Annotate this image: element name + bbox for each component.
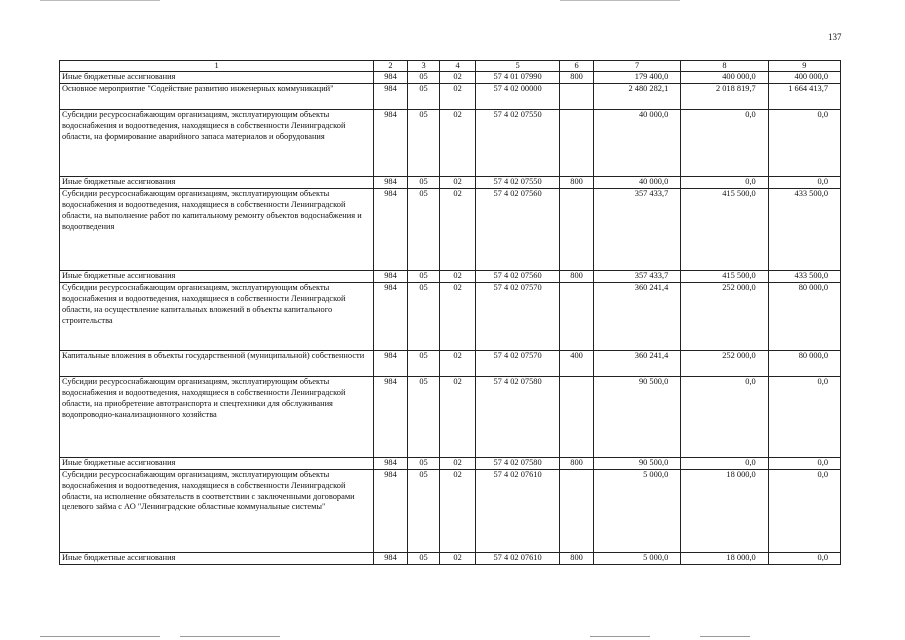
cell-c6: 800 (560, 552, 594, 564)
cell-c5: 57 4 02 07580 (475, 376, 559, 457)
table-row (60, 552, 841, 564)
cell-c2: 984 (374, 282, 408, 350)
table-row (60, 83, 841, 109)
cell-c3: 05 (407, 188, 440, 270)
cell-c5: 57 4 02 07570 (475, 282, 559, 350)
cell-c6 (560, 188, 594, 270)
cell-c8: 18 000,0 (681, 469, 768, 552)
cell-c7: 357 433,7 (593, 270, 680, 282)
row-name: Иные бюджетные ассигнования (60, 270, 374, 282)
row-name: Иные бюджетные ассигнования (60, 72, 374, 84)
cell-c9: 0,0 (768, 109, 840, 176)
row-name: Субсидии ресурсоснабжающим организациям, эксплуатирующим объекты водоснабжения и водоотведения, находящиеся в собственности Ленинградской области, на выполнение работ по капитальному ремонту объектов водоснабжения и водоотведения (60, 188, 374, 270)
cell-c6: 400 (560, 350, 594, 376)
cell-c3: 05 (407, 83, 440, 109)
cell-c2: 984 (374, 350, 408, 376)
cell-c6: 800 (560, 270, 594, 282)
column-header: 4 (440, 61, 476, 72)
cell-c5: 57 4 02 07610 (475, 469, 559, 552)
cell-c9: 0,0 (768, 552, 840, 564)
cell-c5: 57 4 02 07560 (475, 188, 559, 270)
cell-c4: 02 (440, 350, 476, 376)
cell-c8: 2 018 819,7 (681, 83, 768, 109)
cell-c3: 05 (407, 376, 440, 457)
cell-c5: 57 4 02 07550 (475, 109, 559, 176)
table-row (60, 282, 841, 350)
cell-c5: 57 4 02 07580 (475, 457, 559, 469)
cell-c2: 984 (374, 176, 408, 188)
row-name: Субсидии ресурсоснабжающим организациям, эксплуатирующим объекты водоснабжения и водоотведения, находящиеся в собственности Ленинградской области, на осуществление капитальных вложений в объекты капитального строительства (60, 282, 374, 350)
cell-c6 (560, 282, 594, 350)
cell-c7: 5 000,0 (593, 552, 680, 564)
table-row (60, 376, 841, 457)
cell-c8: 415 500,0 (681, 270, 768, 282)
cell-c4: 02 (440, 176, 476, 188)
cell-c9: 80 000,0 (768, 282, 840, 350)
scan-edge-mark (560, 0, 680, 1)
cell-c5: 57 4 02 07610 (475, 552, 559, 564)
cell-c2: 984 (374, 469, 408, 552)
column-header: 3 (407, 61, 440, 72)
cell-c2: 984 (374, 188, 408, 270)
cell-c2: 984 (374, 376, 408, 457)
row-name: Основное мероприятие "Содействие развитию инженерных коммуникаций" (60, 83, 374, 109)
column-header: 8 (681, 61, 768, 72)
cell-c7: 2 480 282,1 (593, 83, 680, 109)
cell-c4: 02 (440, 72, 476, 84)
cell-c2: 984 (374, 109, 408, 176)
cell-c5: 57 4 01 07990 (475, 72, 559, 84)
column-header: 9 (768, 61, 840, 72)
table-row (60, 469, 841, 552)
cell-c5: 57 4 02 07570 (475, 350, 559, 376)
column-header: 5 (475, 61, 559, 72)
cell-c8: 0,0 (681, 376, 768, 457)
cell-c7: 179 400,0 (593, 72, 680, 84)
cell-c9: 80 000,0 (768, 350, 840, 376)
table-header-row (60, 61, 841, 72)
row-name: Иные бюджетные ассигнования (60, 552, 374, 564)
cell-c8: 415 500,0 (681, 188, 768, 270)
cell-c6 (560, 376, 594, 457)
cell-c9: 433 500,0 (768, 188, 840, 270)
cell-c6 (560, 469, 594, 552)
cell-c2: 984 (374, 457, 408, 469)
cell-c5: 57 4 02 07550 (475, 176, 559, 188)
table-row (60, 270, 841, 282)
cell-c6: 800 (560, 457, 594, 469)
cell-c4: 02 (440, 188, 476, 270)
column-header: 2 (374, 61, 408, 72)
budget-table (59, 60, 841, 565)
cell-c7: 5 000,0 (593, 469, 680, 552)
cell-c7: 40 000,0 (593, 109, 680, 176)
cell-c7: 90 500,0 (593, 457, 680, 469)
table-row (60, 188, 841, 270)
table-row (60, 72, 841, 84)
cell-c6 (560, 83, 594, 109)
cell-c6: 800 (560, 72, 594, 84)
cell-c9: 433 500,0 (768, 270, 840, 282)
cell-c2: 984 (374, 72, 408, 84)
cell-c4: 02 (440, 469, 476, 552)
cell-c8: 0,0 (681, 109, 768, 176)
cell-c3: 05 (407, 552, 440, 564)
table-row (60, 350, 841, 376)
scan-edge-mark (40, 0, 160, 1)
cell-c3: 05 (407, 72, 440, 84)
cell-c3: 05 (407, 270, 440, 282)
row-name: Капитальные вложения в объекты государственной (муниципальной) собственности (60, 350, 374, 376)
cell-c2: 984 (374, 83, 408, 109)
cell-c4: 02 (440, 109, 476, 176)
cell-c4: 02 (440, 282, 476, 350)
cell-c3: 05 (407, 176, 440, 188)
row-name: Иные бюджетные ассигнования (60, 176, 374, 188)
cell-c3: 05 (407, 469, 440, 552)
row-name: Субсидии ресурсоснабжающим организациям, эксплуатирующим объекты водоснабжения и водоотведения, находящиеся в собственности Ленинградской области, на формирование аварийного запаса материалов и оборудования (60, 109, 374, 176)
scan-edge-mark (180, 636, 280, 637)
cell-c7: 40 000,0 (593, 176, 680, 188)
scan-edge-mark (590, 636, 650, 637)
cell-c7: 360 241,4 (593, 282, 680, 350)
cell-c2: 984 (374, 552, 408, 564)
row-name: Иные бюджетные ассигнования (60, 457, 374, 469)
cell-c7: 357 433,7 (593, 188, 680, 270)
cell-c8: 0,0 (681, 176, 768, 188)
cell-c3: 05 (407, 350, 440, 376)
cell-c8: 0,0 (681, 457, 768, 469)
cell-c5: 57 4 02 00000 (475, 83, 559, 109)
cell-c6: 800 (560, 176, 594, 188)
cell-c8: 252 000,0 (681, 282, 768, 350)
page-number: 137 (828, 32, 842, 42)
cell-c8: 18 000,0 (681, 552, 768, 564)
cell-c2: 984 (374, 270, 408, 282)
column-header: 1 (60, 61, 374, 72)
table-row (60, 176, 841, 188)
cell-c9: 0,0 (768, 376, 840, 457)
table-row (60, 457, 841, 469)
scan-edge-mark (700, 636, 750, 637)
cell-c4: 02 (440, 457, 476, 469)
cell-c4: 02 (440, 552, 476, 564)
cell-c9: 400 000,0 (768, 72, 840, 84)
cell-c7: 90 500,0 (593, 376, 680, 457)
cell-c7: 360 241,4 (593, 350, 680, 376)
cell-c9: 0,0 (768, 457, 840, 469)
cell-c3: 05 (407, 109, 440, 176)
cell-c4: 02 (440, 270, 476, 282)
cell-c9: 0,0 (768, 176, 840, 188)
cell-c5: 57 4 02 07560 (475, 270, 559, 282)
cell-c4: 02 (440, 376, 476, 457)
cell-c9: 0,0 (768, 469, 840, 552)
cell-c8: 252 000,0 (681, 350, 768, 376)
row-name: Субсидии ресурсоснабжающим организациям, эксплуатирующим объекты водоснабжения и водоотведения, находящиеся в собственности Ленинградской области, на исполнение обязательств в соответствии с заключенными договорами целевого займа с АО "Ленинградские областные коммунальные системы" (60, 469, 374, 552)
cell-c9: 1 664 413,7 (768, 83, 840, 109)
row-name: Субсидии ресурсоснабжающим организациям, эксплуатирующим объекты водоснабжения и водоотведения, находящиеся в собственности Ленинградской области, на приобретение автотранспорта и спецтехники для обслуживания водопроводно-канализационного хозяйства (60, 376, 374, 457)
cell-c6 (560, 109, 594, 176)
column-header: 7 (593, 61, 680, 72)
table-row (60, 109, 841, 176)
cell-c3: 05 (407, 282, 440, 350)
scan-edge-mark (40, 636, 160, 637)
cell-c4: 02 (440, 83, 476, 109)
cell-c8: 400 000,0 (681, 72, 768, 84)
cell-c3: 05 (407, 457, 440, 469)
column-header: 6 (560, 61, 594, 72)
